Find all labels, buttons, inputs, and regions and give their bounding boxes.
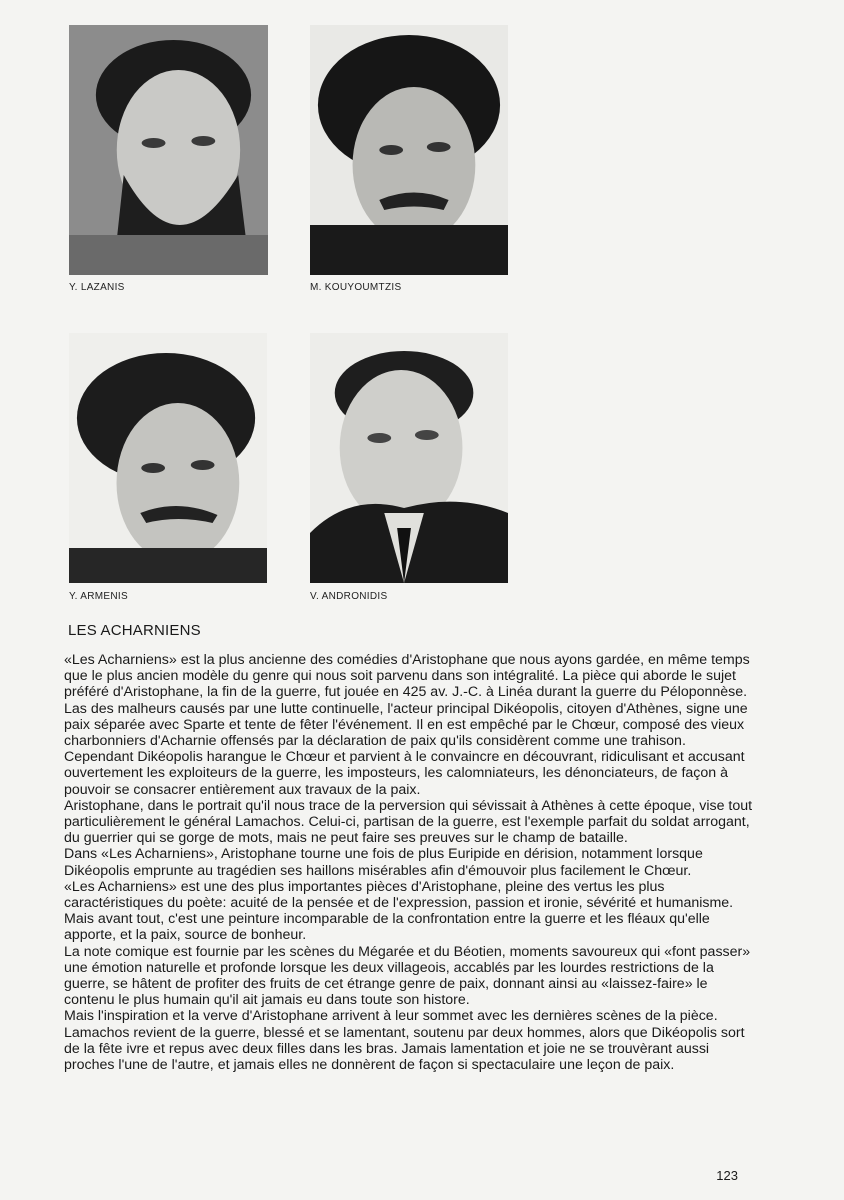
portrait-photo-icon	[69, 333, 267, 583]
paragraph: Mais l'inspiration et la verve d'Aristophane arrivent à leur sommet avec les dernières scènes de la pièce. Lamachos revient de la guerre, blessé et se lamentant, soutenu par deux hommes, alors que Dikéopolis sort de la fête ivre et repus avec deux filles dans les bras. Jamais lamentation et joie ne se trouvèrant aussi proches l'une de l'autre, et jamais elles ne donnèrent de façon si spectaculaire une leçon de paix.	[64, 1008, 745, 1074]
portrait-photo-icon	[69, 25, 268, 275]
portrait-photo-icon	[310, 25, 508, 275]
portrait-photo-icon	[310, 333, 508, 583]
paragraph: La note comique est fournie par les scènes du Mégarée et du Béotien, moments savoureux qui «font passer» une émotion naturelle et profonde lorsque les deux villageois, accablés par les lourdes restrictions de la guerre, se hâtent de profiter des fruits de cet étrange genre de paix, donnant ainsi au «laissez-faire» le contenu le plus humain qu'il ait jamais eu dans toute son histore.	[64, 943, 751, 1009]
paragraph: Dans «Les Acharniens», Aristophane tourne une fois de plus Euripide en dérision, notamment lorsque Dikéopolis emprunte au tragédien ses haillons misérables afin d'émouvoir plus facilement le Chœur.	[64, 846, 703, 879]
portrait-photo-lazanis	[69, 25, 268, 275]
photo-caption: Y. LAZANIS	[69, 282, 125, 293]
portrait-photo-andronidis	[310, 333, 508, 583]
photo-caption: V. ANDRONIDIS	[310, 591, 388, 602]
photo-caption: M. KOUYOUMTZIS	[310, 282, 402, 293]
paragraph: Aristophane, dans le portrait qu'il nous trace de la perversion qui sévissait à Athènes à cette époque, vise tout particulièrement le général Lamachos. Celui-ci, partisan de la guerre, est l'exemple parfait du soldat arrogant, du guerrier qui se gorge de mots, mais ne peut faire ses preuves sur le champ de bataille.	[64, 797, 753, 847]
paragraph: Las des malheurs causés par une lutte continuelle, l'acteur principal Dikéopolis, citoyen d'Athènes, signe une paix séparée avec Sparte et tente de fêter l'événement. Il en est empêché par le Chœur, composé des vieux charbonniers d'Acharnie offensés par la déclaration de paix qu'ils considèrent comme une trahison. Cependant Dikéopolis harangue le Chœur et parvient à le convaincre en découvrant, ridiculisant et accusant ouvertement les exploiteurs de la guerre, les imposteurs, les calomniateurs, les dénonciateurs, de façon à pouvoir se consacrer entièrement aux travaux de la paix.	[64, 700, 748, 798]
page-number: 123	[716, 1168, 738, 1183]
paragraph: «Les Acharniens» est la plus ancienne des comédies d'Aristophane que nous ayons gardée, en même temps que le plus ancien modèle du genre qui nous soit parvenu dans son intégralité. La pièce qui aborde le sujet préféré d'Aristophane, la fin de la guerre, fut jouée en 425 av. J.-C. à Linéa durant la guerre du Péloponnèse.	[64, 652, 750, 701]
photo-caption: Y. ARMENIS	[69, 591, 128, 602]
portrait-photo-kouyoumtzis	[310, 25, 508, 275]
paragraph: «Les Acharniens» est une des plus importantes pièces d'Aristophane, pleine des vertus les plus caractéristiques du poète: acuité de la pensée et de l'expression, passion et ironie, sévérité et humanisme. Mais avant tout, c'est une peinture incomparable de la confrontation entre la guerre et les fléaux qu'elle apporte, et la paix, source de bonheur.	[64, 878, 734, 944]
section-heading: LES ACHARNIENS	[68, 622, 201, 639]
portrait-photo-armenis	[69, 333, 267, 583]
article-body	[64, 652, 754, 1073]
